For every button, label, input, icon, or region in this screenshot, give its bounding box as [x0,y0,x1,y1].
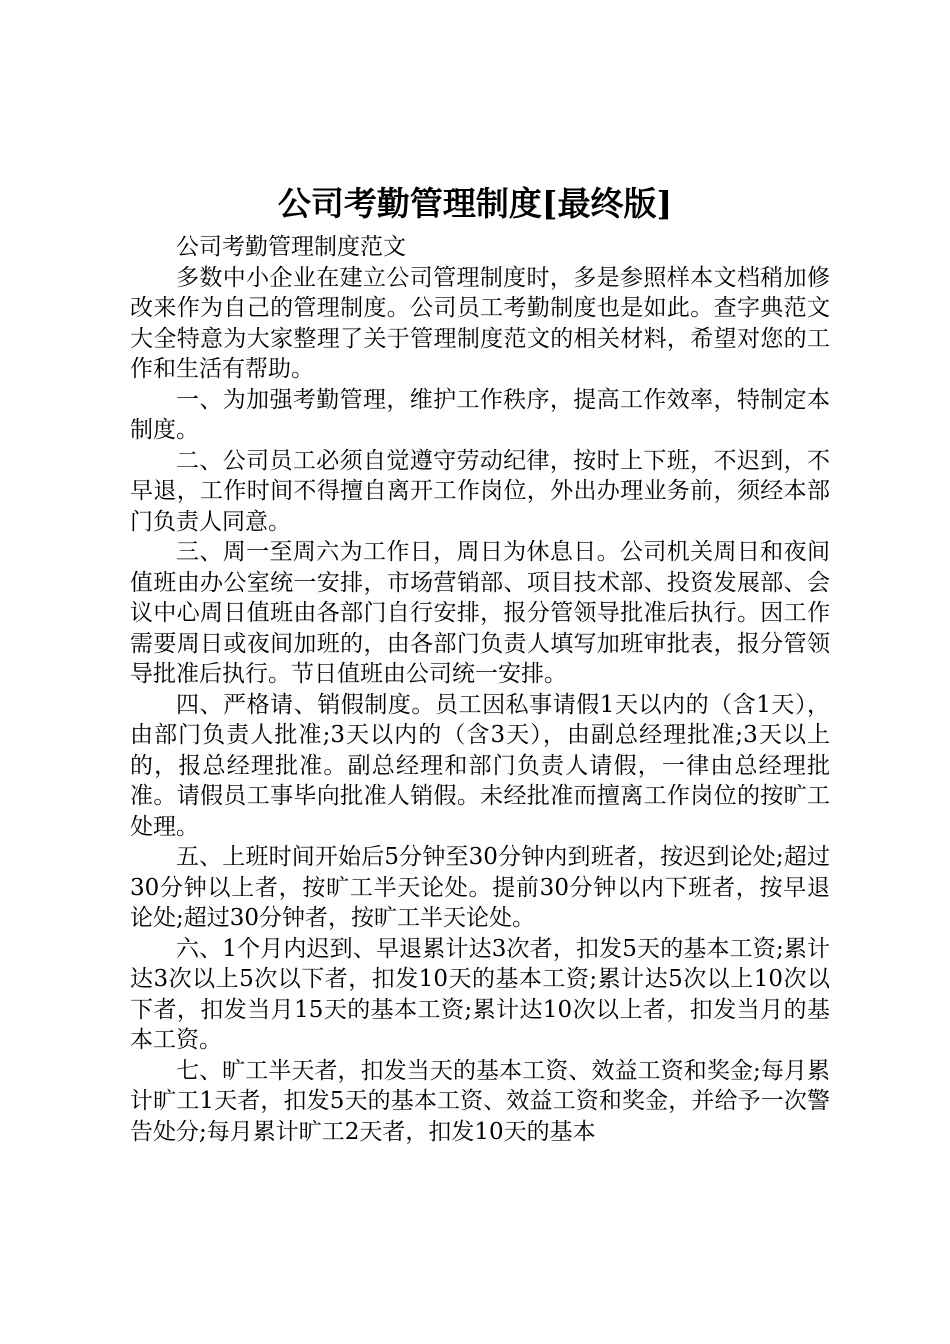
paragraph-article-1: 一、为加强考勤管理，维护工作秩序，提高工作效率，特制定本制度。 [130,386,830,443]
paragraph-article-7: 七、旷工半天者，扣发当天的基本工资、效益工资和奖金;每月累计旷工1天者，扣发5天的基本工资、效益工资和奖金，并给予一次警告处分;每月累计旷工2天者，扣发10天的基本 [130,1057,830,1145]
paragraph-article-6: 六、1个月内迟到、早退累计达3次者，扣发5天的基本工资;累计达3次以上5次以下者，扣发10天的基本工资;累计达5次以上10次以下者，扣发当月15天的基本工资;累计达10次以上者，扣发当月的基本工资。 [130,935,830,1053]
paragraph-article-3: 三、周一至周六为工作日，周日为休息日。公司机关周日和夜间值班由办公室统一安排，市场营销部、项目技术部、投资发展部、会议中心周日值班由各部门自行安排，报分管领导批准后执行。因工作需要周日或夜间加班的，由各部门负责人填写加班审批表，报分管领导批准后执行。节日值班由公司统一安排。 [130,539,830,687]
paragraph-article-4: 四、严格请、销假制度。员工因私事请假1天以内的（含1天），由部门负责人批准;3天以内的（含3天），由副总经理批准;3天以上的，报总经理批准。副总经理和部门负责人请假，一律由总经理批准。请假员工事毕向批准人销假。未经批准而擅离工作岗位的按旷工处理。 [130,691,830,840]
paragraph-article-5: 五、上班时间开始后5分钟至30分钟内到班者，按迟到论处;超过30分钟以上者，按旷工半天论处。提前30分钟以内下班者，按早退论处;超过30分钟者，按旷工半天论处。 [130,844,830,931]
document-body [130,232,830,1147]
paragraph-subtitle: 公司考勤管理制度范文 [176,234,406,260]
document-title: 公司考勤管理制度[最终版] [277,184,673,223]
paragraph-article-2: 二、公司员工必须自觉遵守劳动纪律，按时上下班，不迟到，不早退，工作时间不得擅自离开工作岗位，外出办理业务前，须经本部门负责人同意。 [130,447,830,535]
paragraph-intro: 多数中小企业在建立公司管理制度时，多是参照样本文档稍加修改来作为自己的管理制度。公司员工考勤制度也是如此。查字典范文大全特意为大家整理了关于管理制度范文的相关材料，希望对您的工作和生活有帮助。 [130,264,830,382]
